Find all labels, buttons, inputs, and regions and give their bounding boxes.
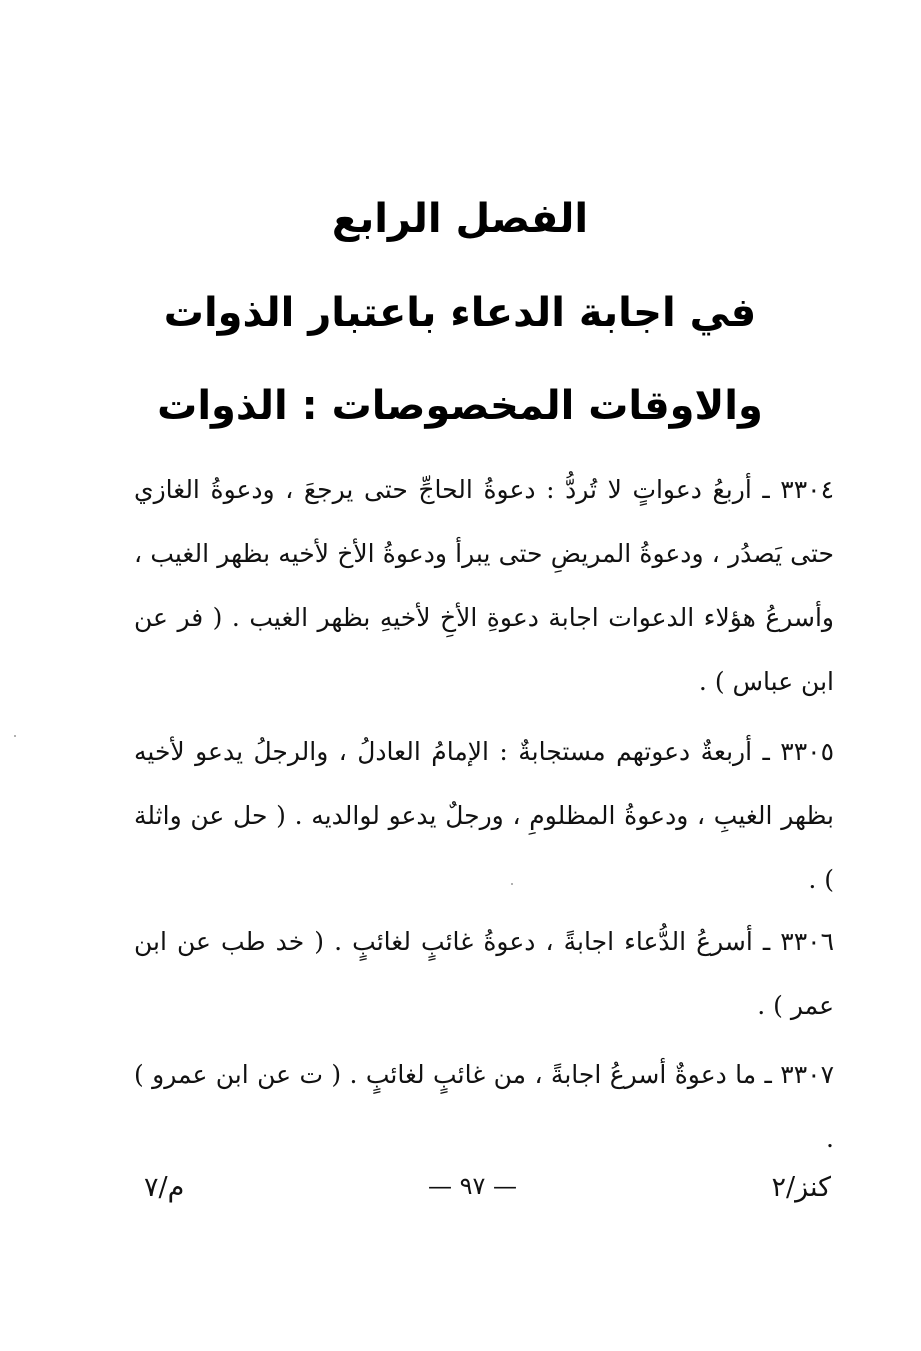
hadith-paragraph-3305: ٣٣٠٥ ـ أربعةٌ دعوتهم مستجابةٌ : الإمامُ العادلُ ، والرجلُ يدعو لأخيه بظهر الغيبِ ، ودعوةُ المظلومِ ، ورجلٌ يدعو لوالديه . ( حل عن واثلة ) .	[134, 737, 834, 894]
hadith-paragraph-3304: ٣٣٠٤ ـ أربعُ دعواتٍ لا تُردُّ : دعوةُ الحاجِّ حتى يرجعَ ، ودعوةُ الغازي حتى يَصدُر ، ودعوةُ المريضِ حتى يبرأ ودعوةُ الأخ لأخيه بظهر الغيب ، وأسرعُ هؤلاء الدعوات اجابة دعوةِ الأخِ لأخيهِ بظهر الغيب . ( فر عن ابن عباس ) .	[134, 475, 834, 696]
chapter-heading: الفصل الرابع	[331, 196, 589, 242]
hadith-paragraph-3306: ٣٣٠٦ ـ أسرعُ الدُّعاء اجابةً ، دعوةُ غائبٍ لغائبٍ . ( خد طب عن ابن عمر ) .	[134, 927, 834, 1020]
footer-signature-right: كنز/٢	[771, 1172, 831, 1203]
chapter-subtitle-line-2: والاوقات المخصوصات : الذوات	[157, 383, 763, 429]
footer-signature-left: م/٧	[144, 1172, 185, 1203]
scan-speck	[511, 883, 513, 885]
hadith-paragraph-3307: ٣٣٠٧ ـ ما دعوةٌ أسرعُ اجابةً ، من غائبٍ لغائبٍ . ( ت عن ابن عمرو ) .	[134, 1060, 834, 1153]
scan-speck	[14, 735, 16, 737]
chapter-subtitle-line-1: في اجابة الدعاء باعتبار الذوات	[163, 290, 757, 336]
page-number: — ٩٧ —	[428, 1172, 518, 1200]
